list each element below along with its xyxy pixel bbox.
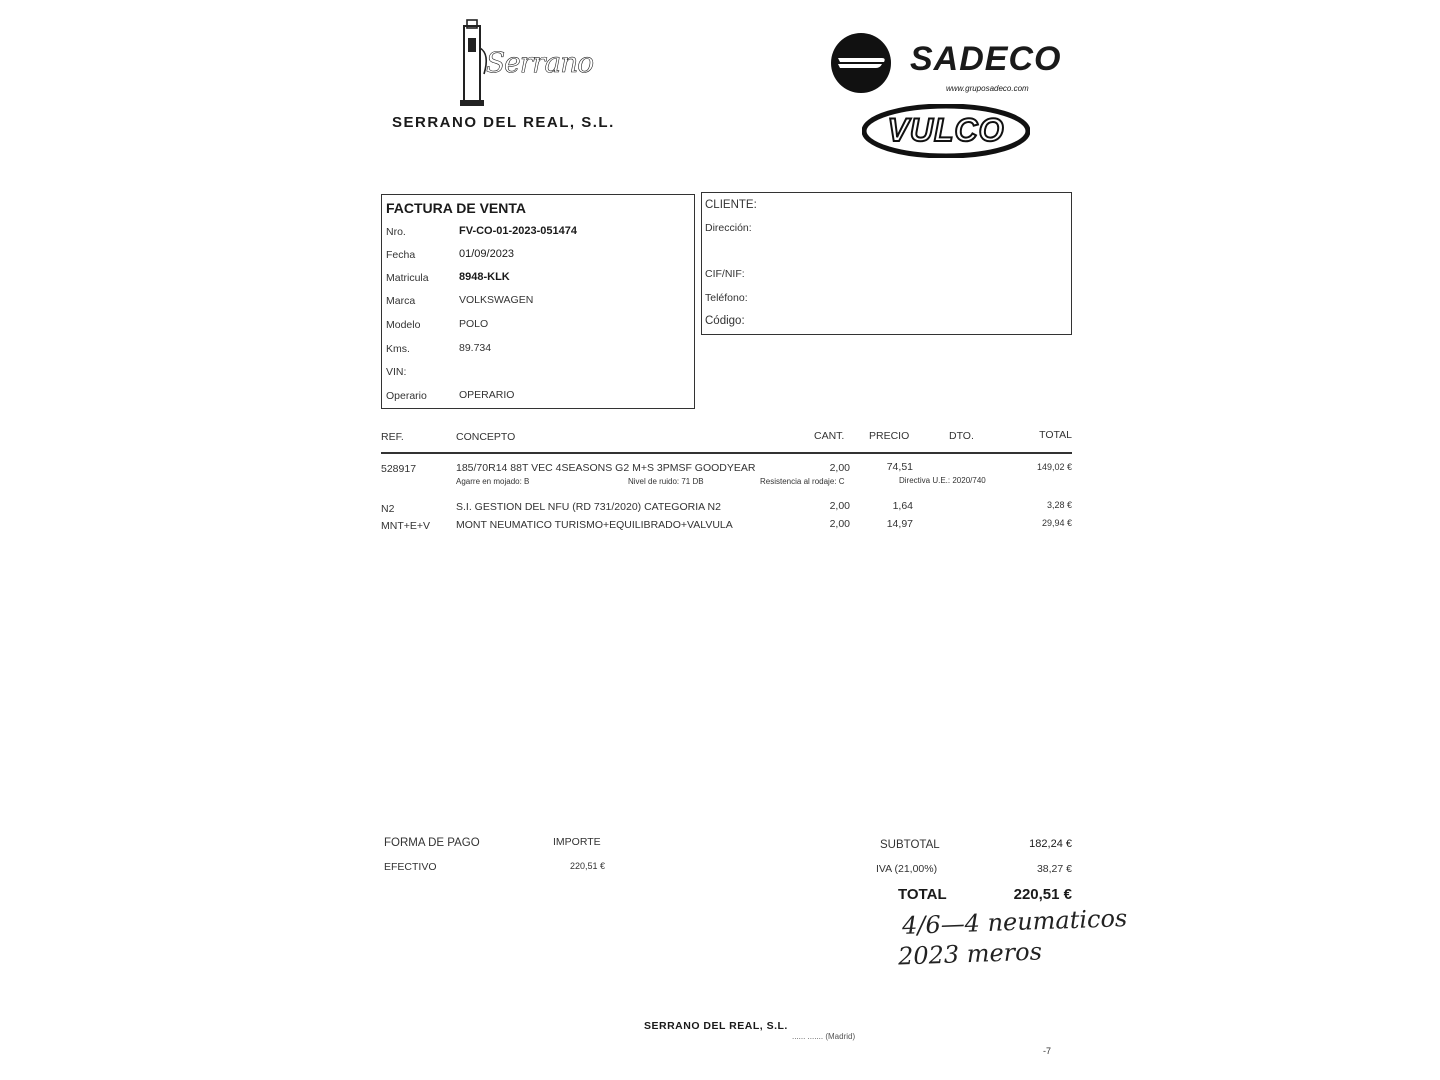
invoice-field-label: Operario — [386, 390, 427, 402]
row-precio: 14,97 — [886, 518, 913, 530]
code-label: Código: — [705, 315, 745, 327]
client-label: CLIENTE: — [705, 199, 757, 211]
row-ref: 528917 — [381, 463, 417, 475]
cif-label: CIF/NIF: — [705, 268, 745, 280]
handwritten-note-line1: 4/6—4 neumaticos — [901, 904, 1128, 940]
col-header-dto: DTO. — [949, 430, 974, 442]
vulco-logo — [862, 104, 1030, 158]
invoice-number: FV-CO-01-2023-051474 — [459, 225, 578, 237]
row-ref: MNT+E+V — [381, 520, 431, 532]
col-header-cant: CANT. — [814, 430, 845, 442]
tyre-label-rodaje: Resistencia al rodaje: C — [760, 477, 845, 486]
footer-company-name: SERRANO DEL REAL, S.L. — [644, 1020, 788, 1032]
iva-value: 38,27 € — [1036, 863, 1072, 875]
invoice-operator: OPERARIO — [459, 389, 515, 401]
col-header-precio: PRECIO — [869, 430, 910, 442]
col-header-total: TOTAL — [1039, 429, 1072, 441]
tyre-label-agarre: Agarre en mojado: B — [456, 477, 530, 486]
row-precio: 1,64 — [892, 500, 913, 512]
subtotal-label: SUBTOTAL — [880, 839, 940, 851]
row-precio: 74,51 — [886, 461, 913, 473]
table-header-divider — [381, 452, 1072, 454]
vulco-text: VULCO — [887, 112, 1005, 148]
tyre-label-directiva: Directiva U.E.: 2020/740 — [899, 476, 986, 485]
invoice-date: 01/09/2023 — [459, 248, 515, 260]
sadeco-url: www.gruposadeco.com — [946, 84, 1029, 93]
payment-amount: 220,51 € — [569, 861, 605, 871]
row-total: 29,94 € — [1041, 518, 1072, 528]
invoice-field-label: Nro. — [386, 226, 406, 238]
page-mark: -7 — [1043, 1046, 1052, 1056]
payment-method-header: FORMA DE PAGO — [384, 837, 480, 849]
row-concepto: S.I. GESTION DEL NFU (RD 731/2020) CATEGORIA N2 — [456, 501, 721, 513]
total-label: TOTAL — [898, 886, 947, 903]
row-concepto: 185/70R14 88T VEC 4SEASONS G2 M+S 3PMSF GOODYEAR — [456, 462, 756, 474]
col-header-ref: REF. — [381, 431, 404, 443]
invoice-field-label: VIN: — [386, 366, 407, 378]
subtotal-value: 182,24 € — [1029, 838, 1072, 850]
invoice-title: FACTURA DE VENTA — [386, 200, 526, 216]
phone-label: Teléfono: — [705, 292, 748, 304]
sadeco-emblem-icon — [830, 32, 892, 94]
handwritten-note-line2: 2023 meros — [897, 937, 1043, 971]
row-cant: 2,00 — [829, 518, 850, 530]
col-header-concepto: CONCEPTO — [456, 431, 516, 443]
invoice-field-label: Modelo — [386, 319, 421, 331]
invoice-field-label: Fecha — [386, 249, 416, 261]
row-concepto: MONT NEUMATICO TURISMO+EQUILIBRADO+VALVULA — [456, 519, 733, 531]
row-total: 149,02 € — [1036, 462, 1072, 472]
row-total: 3,28 € — [1046, 500, 1072, 510]
invoice-model: POLO — [459, 318, 489, 330]
sadeco-logo — [830, 32, 1070, 96]
invoice-field-label: Matricula — [386, 272, 429, 284]
total-value: 220,51 € — [1013, 886, 1072, 903]
row-cant: 2,00 — [829, 462, 850, 474]
row-cant: 2,00 — [829, 500, 850, 512]
invoice-field-label: Marca — [386, 295, 416, 307]
serrano-logo-text: Serrano — [486, 46, 594, 79]
iva-label: IVA (21,00%) — [876, 863, 938, 875]
invoice-field-label: Kms. — [386, 343, 410, 355]
sadeco-text: SADECO — [910, 40, 1062, 78]
client-box — [701, 192, 1072, 335]
invoice-brand: VOLKSWAGEN — [459, 294, 534, 306]
row-ref: N2 — [381, 503, 395, 515]
payment-method: EFECTIVO — [384, 861, 437, 873]
tyre-label-ruido: Nivel de ruido: 71 DB — [628, 477, 704, 486]
address-label: Dirección: — [705, 222, 752, 234]
invoice-plate: 8948-KLK — [459, 271, 510, 283]
serrano-logo — [450, 18, 594, 110]
company-name: SERRANO DEL REAL, S.L. — [392, 114, 615, 131]
invoice-kms: 89.734 — [459, 342, 492, 354]
footer-company-address: ...... ....... (Madrid) — [792, 1032, 856, 1041]
payment-amount-header: IMPORTE — [553, 836, 601, 848]
